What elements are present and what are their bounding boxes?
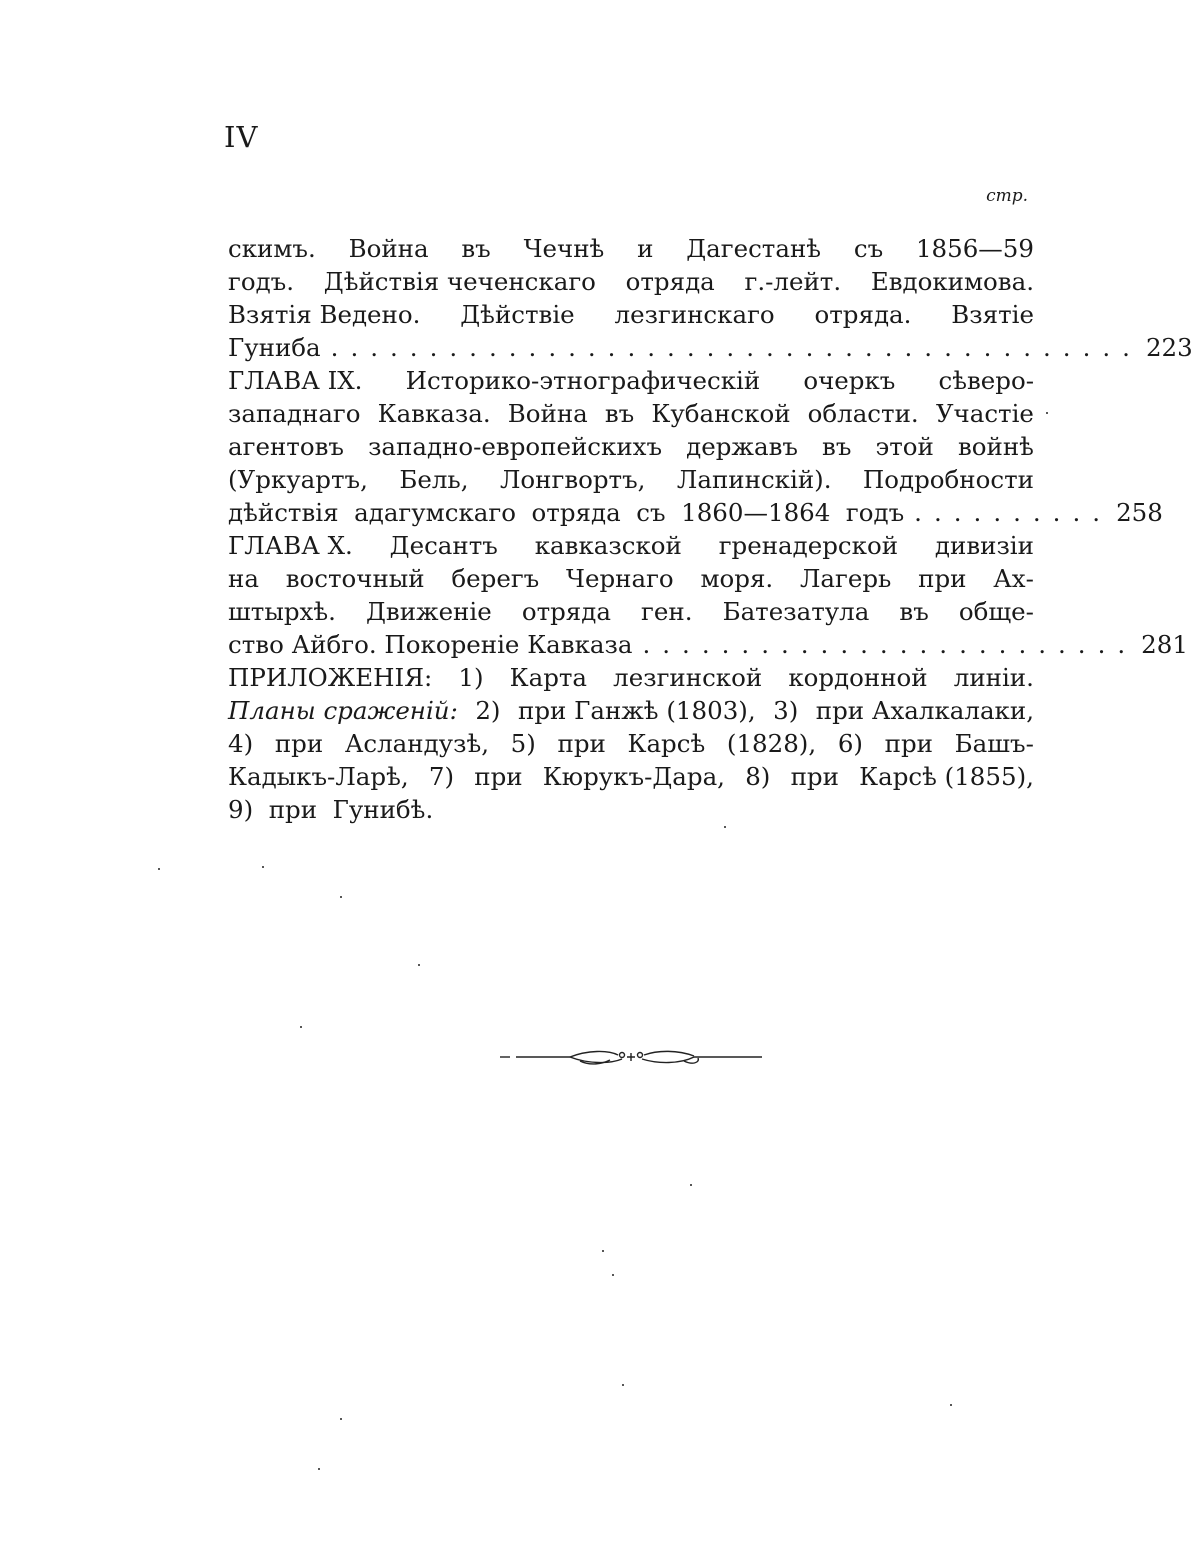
toc-word: 4) <box>228 729 254 758</box>
toc-word: кордонной <box>788 663 928 692</box>
toc-entry-title-end: ство Айбго. Покореніе Кавказа <box>228 630 633 659</box>
toc-word: 1856—59 <box>915 234 1034 263</box>
toc-line-last <box>228 793 1034 826</box>
toc-word: на <box>228 564 259 593</box>
toc-word: при <box>274 729 324 758</box>
toc-word: Карсѣ (1855), <box>859 762 1034 791</box>
toc-page-number: 281 <box>1141 630 1188 659</box>
toc-last-text: 9) при Гунибѣ. <box>228 795 434 824</box>
toc-word: Движеніе <box>365 597 492 626</box>
toc-word: въ <box>899 597 929 626</box>
toc-word: въ <box>604 399 635 428</box>
toc-word: Кадыкъ-Ларѣ, <box>228 762 409 791</box>
toc-word: ПРИЛОЖЕНІЯ: <box>228 663 433 692</box>
toc-word: Участіе <box>935 399 1034 428</box>
toc-word: отряда. <box>814 300 912 329</box>
toc-word: 3) <box>773 696 799 725</box>
toc-word: скимъ. <box>228 234 316 263</box>
toc-word: 6) <box>837 729 863 758</box>
toc-word: Чернаго <box>566 564 674 593</box>
toc-word: западнаго <box>228 399 361 428</box>
toc-word: гренадерской <box>718 531 899 560</box>
toc-word: 2) <box>475 696 501 725</box>
toc-word: Чечнѣ <box>523 234 605 263</box>
paper-speck <box>602 1250 604 1252</box>
toc-word: западно-европейскихъ <box>368 432 663 461</box>
toc-line <box>228 298 1034 331</box>
toc-word: Подробности <box>862 465 1034 494</box>
toc-word: этой <box>875 432 934 461</box>
toc-word: Дагестанѣ <box>686 234 822 263</box>
toc-word: ГЛАВА X. <box>228 531 353 560</box>
toc-word: Кюрукъ-Дара, <box>542 762 725 791</box>
paper-speck <box>340 1418 342 1420</box>
toc-word: при <box>884 729 933 758</box>
toc-word: 7) <box>428 762 455 791</box>
toc-word: Карсѣ <box>627 729 706 758</box>
toc-word: кавказской <box>534 531 682 560</box>
toc-word: Карта <box>509 663 588 692</box>
toc-word: Дѣйствія чеченскаго <box>323 267 596 296</box>
toc-word: (1828), <box>726 729 817 758</box>
ornament-divider <box>498 1042 764 1072</box>
toc-line <box>228 595 1034 628</box>
toc-word: при <box>474 762 523 791</box>
toc-word: обще- <box>958 597 1034 626</box>
toc-entry-leader <box>228 628 1188 661</box>
page-column-label: стр. <box>986 186 1028 206</box>
toc-word: сѣверо- <box>938 366 1034 395</box>
toc-word: Ах- <box>993 564 1034 593</box>
paper-speck <box>340 896 342 898</box>
toc-word: Лагерь <box>799 564 892 593</box>
toc-word: лезгинскаго <box>614 300 775 329</box>
toc-line <box>228 232 1034 265</box>
toc-word: Кавказа. <box>377 399 491 428</box>
toc-word: агентовъ <box>228 432 344 461</box>
paper-speck <box>300 1026 302 1028</box>
toc-word: 1) <box>458 663 484 692</box>
toc-word: 5) <box>510 729 536 758</box>
paper-speck <box>318 1468 320 1470</box>
toc-word: Башъ- <box>954 729 1034 758</box>
toc-word: Взятіе <box>951 300 1034 329</box>
plans-label: Планы сраженій: <box>228 696 458 725</box>
toc-line <box>228 430 1034 463</box>
toc-line <box>228 529 1034 562</box>
toc-word: Война <box>348 234 429 263</box>
toc-word: въ <box>461 234 491 263</box>
toc-word: съ <box>853 234 884 263</box>
toc-line <box>228 562 1034 595</box>
toc-word: войнѣ <box>957 432 1034 461</box>
toc-word: Историко-этнографическій <box>405 366 761 395</box>
dot-leader: ......................... <box>642 630 1138 659</box>
toc-word: лезгинской <box>613 663 763 692</box>
toc-word: Асландузѣ, <box>344 729 490 758</box>
toc-word: Бель, <box>399 465 469 494</box>
toc-word: Батезатула <box>722 597 870 626</box>
paper-speck <box>1046 412 1048 414</box>
paper-speck <box>724 826 726 828</box>
toc-line <box>228 364 1034 397</box>
toc-word: Евдокимова. <box>870 267 1034 296</box>
toc-word: очеркъ <box>803 366 896 395</box>
toc-word: Десантъ <box>389 531 498 560</box>
toc-word: отряда <box>521 597 611 626</box>
toc-word: берегъ <box>451 564 540 593</box>
toc-line <box>228 760 1034 793</box>
toc-entry-leader <box>228 331 1193 364</box>
paper-speck <box>262 866 264 868</box>
toc-word: при <box>790 762 839 791</box>
dot-leader: ......................................... <box>330 333 1142 362</box>
toc-line <box>228 727 1034 760</box>
toc-word: (Уркуартъ, <box>228 465 368 494</box>
toc-word: ген. <box>641 597 693 626</box>
toc-line <box>228 397 1034 430</box>
toc-word: при <box>918 564 967 593</box>
paper-speck <box>950 1404 952 1406</box>
paper-speck <box>158 868 160 870</box>
toc-entry-leader <box>228 496 1163 529</box>
toc-word: г.-лейт. <box>744 267 842 296</box>
page-number: IV <box>224 120 259 154</box>
table-of-contents <box>228 232 1193 826</box>
toc-word: при Ахалкалаки, <box>815 696 1034 725</box>
toc-word: Лонгвортъ, <box>499 465 646 494</box>
toc-line <box>228 661 1034 694</box>
toc-word: годъ. <box>228 267 295 296</box>
toc-line <box>228 265 1034 298</box>
toc-word: отряда <box>625 267 715 296</box>
toc-word: штырхѣ. <box>228 597 336 626</box>
toc-word: Кубанской <box>651 399 791 428</box>
toc-line-plans <box>228 694 1034 727</box>
toc-word: моря. <box>700 564 774 593</box>
toc-word: 8) <box>745 762 771 791</box>
toc-word: державъ <box>686 432 798 461</box>
toc-word: Война <box>507 399 588 428</box>
toc-entry-title-end: Гуниба <box>228 333 321 362</box>
toc-word: линіи. <box>953 663 1034 692</box>
toc-word: Лапинскій). <box>676 465 832 494</box>
toc-word: въ <box>822 432 852 461</box>
paper-speck <box>418 964 420 966</box>
toc-word: Дѣйствіе <box>460 300 575 329</box>
toc-word: при <box>557 729 606 758</box>
toc-word: и <box>637 234 654 263</box>
toc-word: дивизіи <box>934 531 1034 560</box>
toc-word: Взятія Ведено. <box>228 300 421 329</box>
paper-speck <box>622 1384 624 1386</box>
paper-speck <box>612 1274 614 1276</box>
dot-leader: .......... <box>914 498 1113 527</box>
toc-word: области. <box>807 399 919 428</box>
toc-word: восточный <box>285 564 425 593</box>
toc-page-number: 258 <box>1116 498 1163 527</box>
toc-page-number: 223 <box>1145 333 1193 362</box>
toc-word: ГЛАВА IX. <box>228 366 363 395</box>
toc-entry-title-end: дѣйствія адагумскаго отряда съ 1860—1864 годъ <box>228 498 905 527</box>
toc-line <box>228 463 1034 496</box>
paper-speck <box>690 1184 692 1186</box>
toc-word: при Ганжѣ (1803), <box>517 696 756 725</box>
